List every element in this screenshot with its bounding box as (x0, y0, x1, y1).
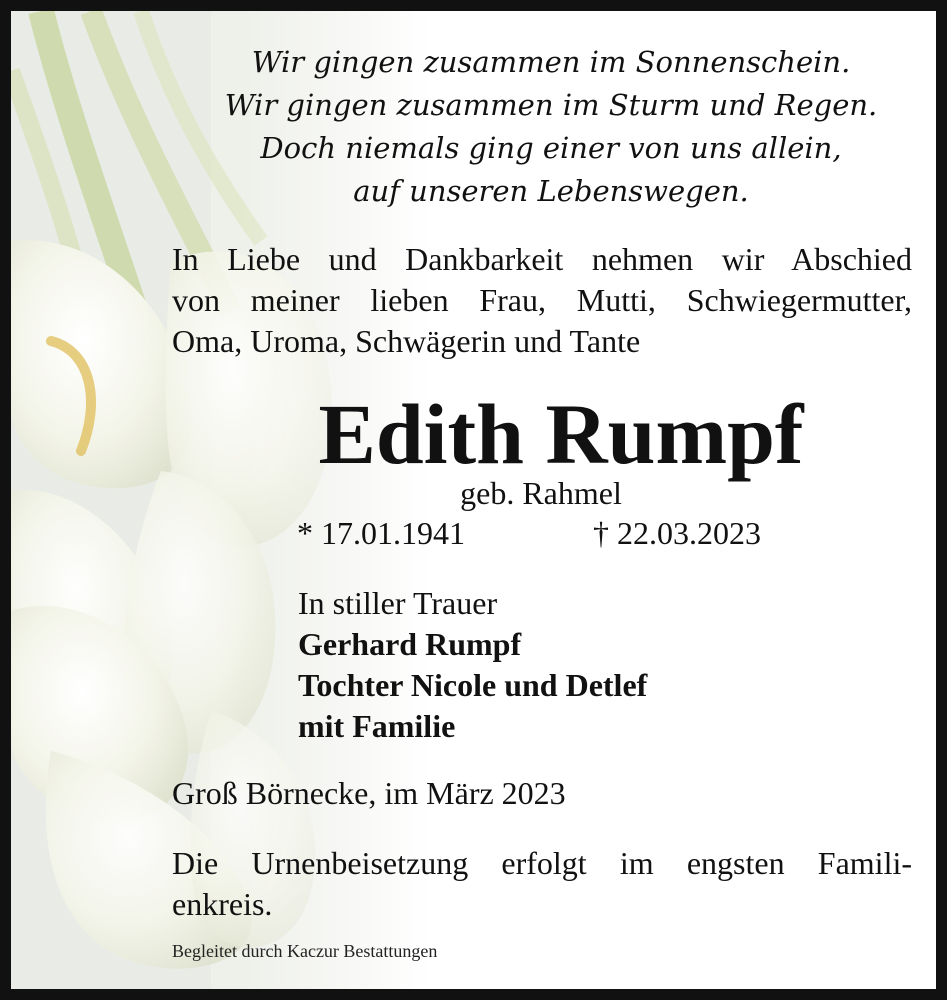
mourner-name: mit Familie (298, 708, 456, 744)
mourner-name: Tochter Nicole und Detlef (298, 667, 648, 703)
verse-line: auf unseren Lebenswegen. (353, 174, 749, 208)
verse-line: Doch niemals ging einer von uns allein, (260, 131, 842, 165)
burial-line: Die Urnenbeisetzung erfolgt im engsten Famili- (172, 845, 912, 881)
death-date: † 22.03.2023 (593, 515, 761, 551)
undertaker-credit: Begleitet durch Kaczur Bestattungen (172, 941, 438, 961)
farewell-intro (172, 239, 912, 362)
deceased-name: Edith Rumpf (318, 386, 804, 482)
mourner-name: Gerhard Rumpf (298, 626, 522, 662)
verse-line: Wir gingen zusammen im Sturm und Regen. (224, 88, 878, 122)
birth-date: * 17.01.1941 (297, 515, 465, 551)
memorial-verse (191, 41, 911, 213)
burial-line: enkreis. (172, 886, 273, 922)
intro-line: von meiner lieben Frau, Mutti, Schwiegermutter, (172, 282, 912, 318)
intro-line: In Liebe und Dankbarkeit nehmen wir Abschied (172, 241, 912, 277)
burial-notice (172, 843, 912, 925)
maiden-name: geb. Rahmel (460, 475, 622, 511)
mourning-heading: In stiller Trauer (298, 585, 498, 621)
intro-line: Oma, Uroma, Schwägerin und Tante (172, 323, 641, 359)
place-and-date: Groß Börnecke, im März 2023 (172, 775, 566, 811)
mourners-block (298, 583, 647, 747)
verse-line: Wir gingen zusammen im Sonnenschein. (251, 45, 851, 79)
